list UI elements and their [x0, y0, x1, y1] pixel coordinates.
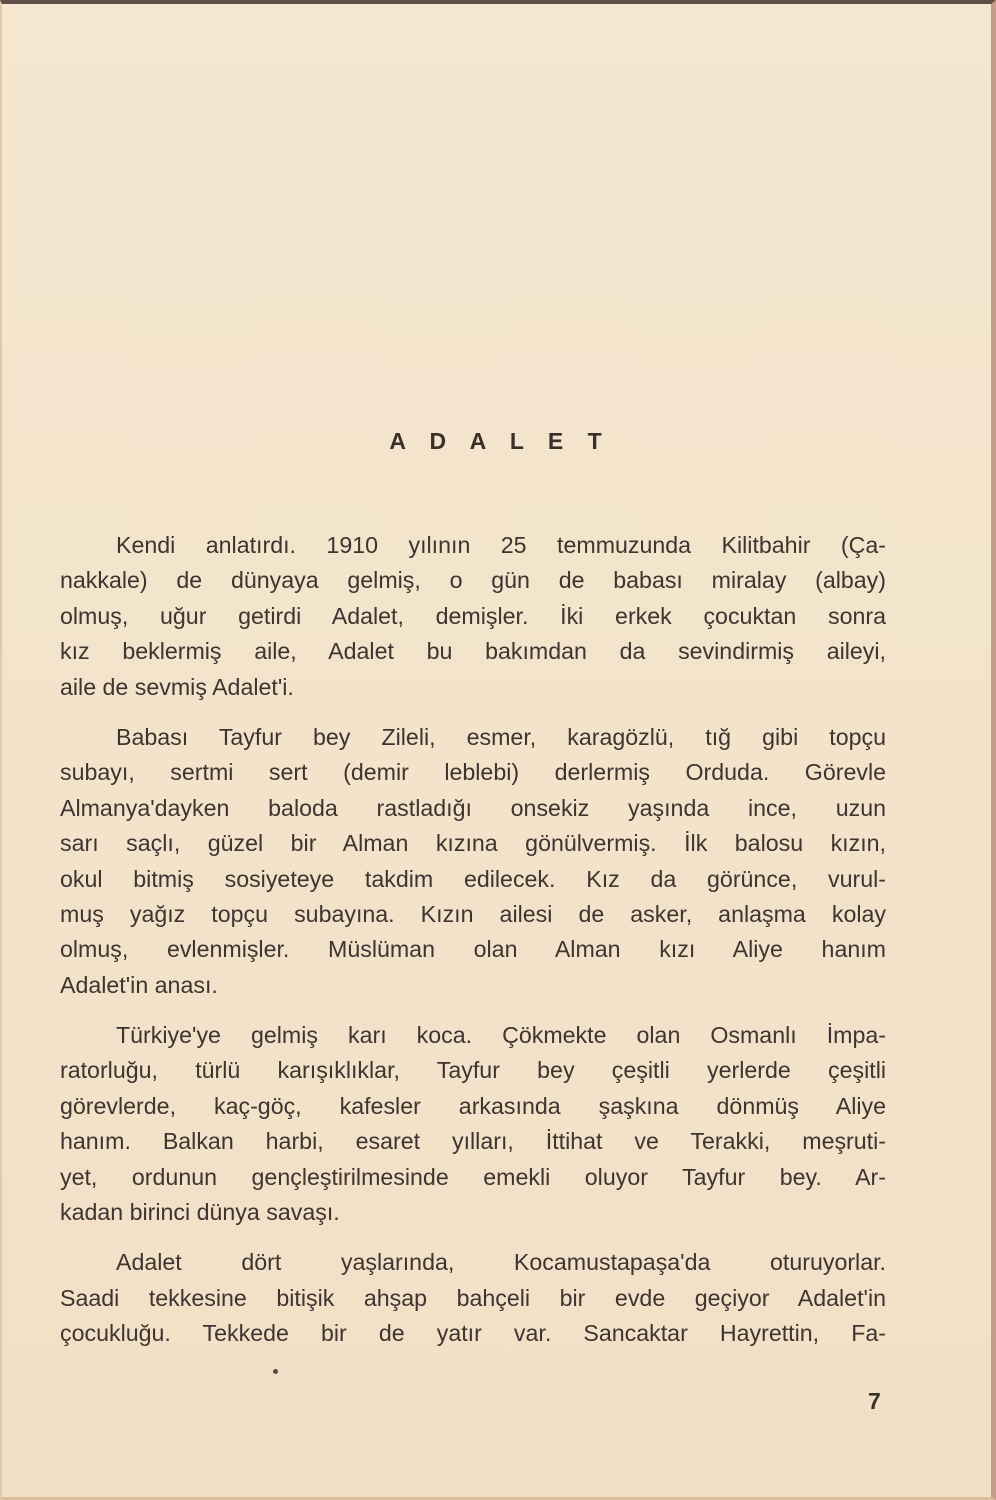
- text-line: yet, ordunun gençleştirilmesinde emekli oluyor Tayfur bey. Ar-: [60, 1163, 886, 1190]
- paragraph-1: [60, 528, 886, 705]
- text-line: Adalet'in anası.: [60, 971, 218, 998]
- text-line: nakkale) de dünyaya gelmiş, o gün de babası miralay (albay): [60, 567, 886, 594]
- text-line: Kendi anlatırdı. 1910 yılının 25 temmuzunda Kilitbahir (Ça-: [116, 532, 886, 558]
- page-number: 7: [868, 1388, 881, 1414]
- text-line: aile de sevmiş Adalet'i.: [60, 673, 294, 700]
- text-line: çocukluğu. Tekkede bir de yatır var. Sancaktar Hayrettin, Fa-: [60, 1320, 886, 1347]
- text-line: görevlerde, kaç-göç, kafesler arkasında şaşkına dönmüş Aliye: [60, 1092, 886, 1119]
- text-line: muş yağız topçu subayına. Kızın ailesi de asker, anlaşma kolay: [60, 900, 886, 927]
- text-line: kadan birinci dünya savaşı.: [60, 1199, 340, 1226]
- text-line: kız beklermiş aile, Adalet bu bakımdan da sevindirmiş aileyi,: [60, 638, 886, 665]
- paragraph-4: [60, 1245, 886, 1351]
- text-line: olmuş, evlenmişler. Müslüman olan Alman kızı Aliye hanım: [60, 936, 886, 963]
- text-line: olmuş, uğur getirdi Adalet, demişler. İki erkek çocuktan sonra: [60, 602, 886, 629]
- paragraph-3: [60, 1018, 886, 1230]
- text-line: sarı saçlı, güzel bir Alman kızına gönülvermiş. İlk balosu kızın,: [60, 830, 886, 857]
- text-line: Saadi tekkesine bitişik ahşap bahçeli bir evde geçiyor Adalet'in: [60, 1284, 886, 1311]
- ink-speck: [273, 1369, 278, 1374]
- text-line: Adalet dört yaşlarında, Kocamustapaşa'da oturuyorlar.: [116, 1249, 886, 1276]
- text-line: Türkiye'ye gelmiş karı koca. Çökmekte olan Osmanlı İmpa-: [116, 1022, 886, 1049]
- text-line: Babası Tayfur bey Zileli, esmer, karagözlü, tığ gibi topçu: [116, 723, 886, 750]
- body-text: [60, 528, 886, 1367]
- text-line: Almanya'dayken baloda rastladığı onsekiz yaşında ince, uzun: [60, 794, 886, 821]
- paragraph-2: [60, 720, 886, 1003]
- text-line: hanım. Balkan harbi, esaret yılları, İttihat ve Terakki, meşruti-: [60, 1128, 886, 1155]
- text-line: subayı, sertmi sert (demir leblebi) derlermiş Orduda. Görevle: [60, 759, 886, 786]
- text-line: ratorluğu, türlü karışıklıklar, Tayfur bey çeşitli yerlerde çeşitli: [60, 1057, 886, 1084]
- text-line: okul bitmiş sosiyeteye takdim edilecek. Kız da görünce, vurul-: [60, 865, 886, 892]
- chapter-title: A D A L E T: [389, 428, 611, 454]
